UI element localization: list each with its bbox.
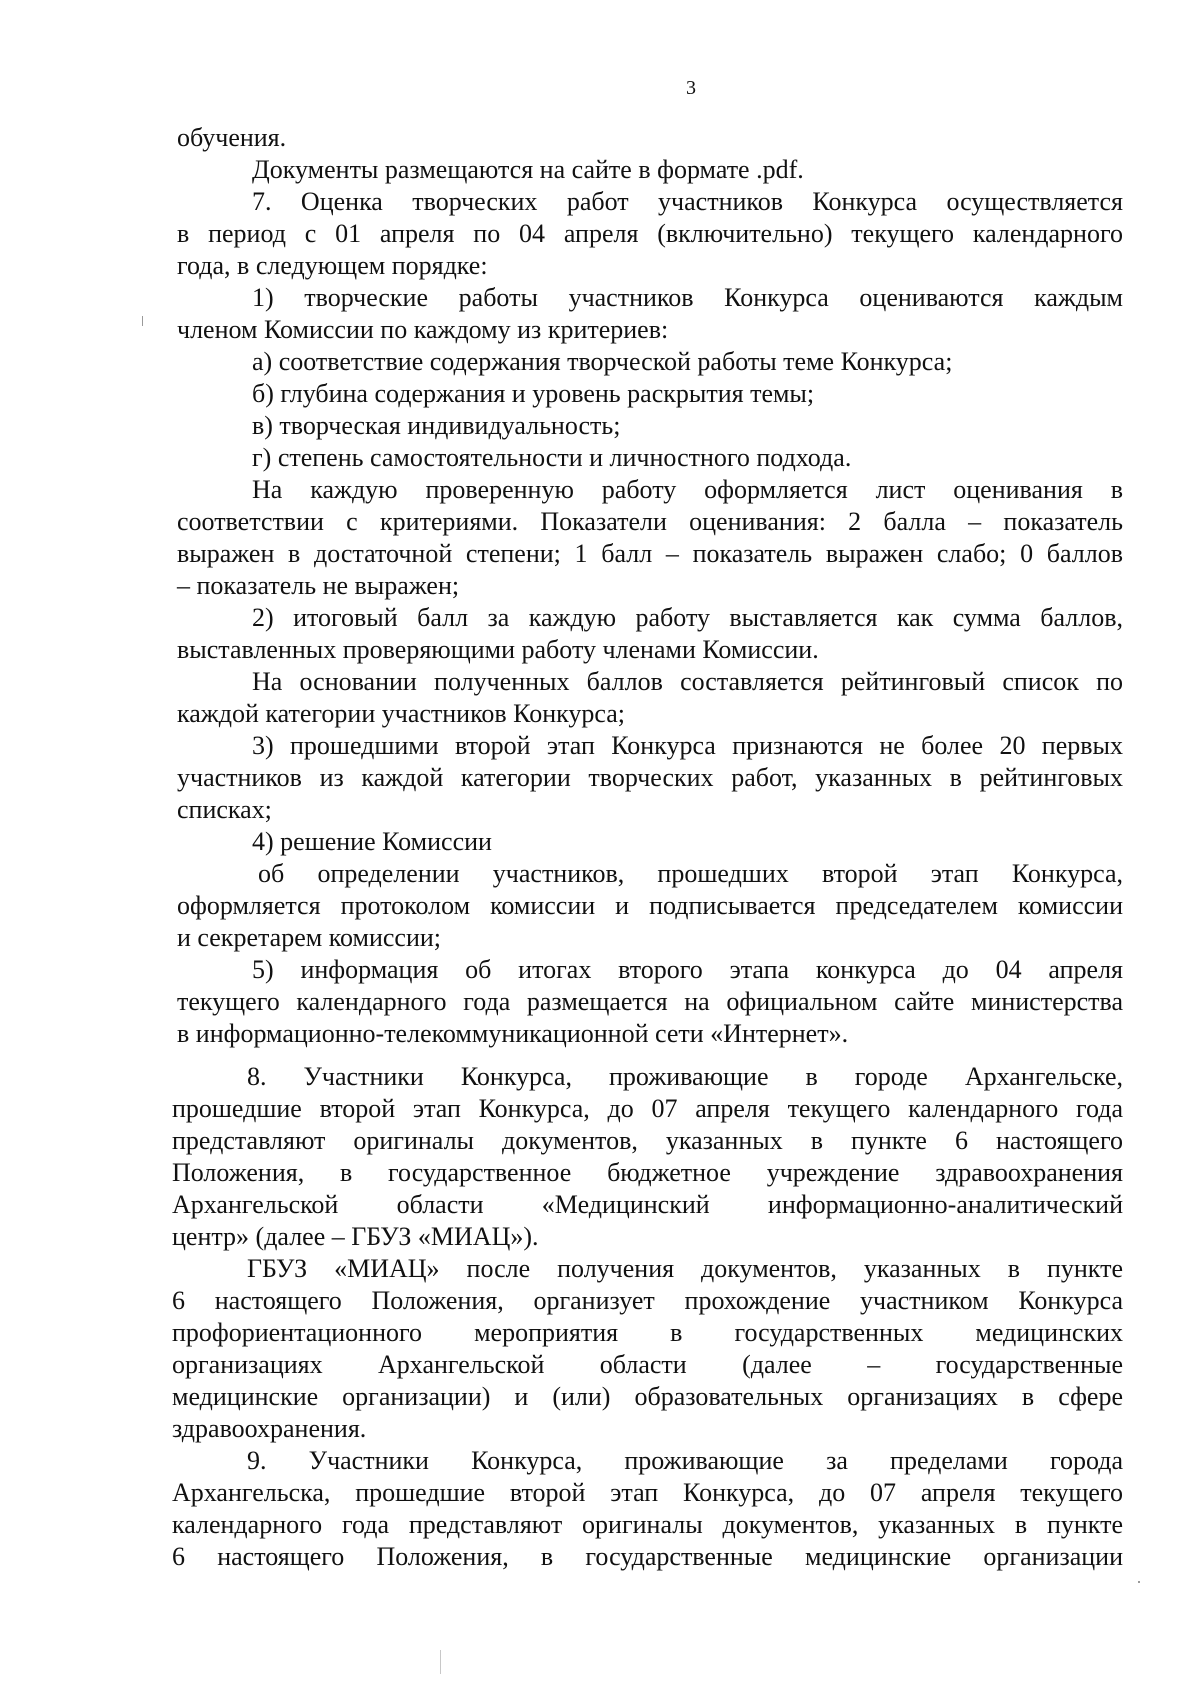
text-line: в информационно-телекоммуникационной сети «Интернет».: [177, 1019, 849, 1048]
text-line: 7. Оценка творческих работ участников Конкурса осуществляется: [252, 187, 1123, 216]
text-line: 4) решение Комиссии: [252, 827, 492, 856]
text-line: центр» (далее – ГБУЗ «МИАЦ»).: [172, 1222, 539, 1251]
text-line: – показатель не выражен;: [177, 571, 460, 600]
text-line: здравоохранения.: [172, 1414, 367, 1443]
text-line: оформляется протоколом комиссии и подписывается председателем комиссии: [177, 891, 1123, 920]
text-line: 6 настоящего Положения, организует прохождение участником Конкурса: [172, 1286, 1123, 1315]
text-line: 9. Участники Конкурса, проживающие за пределами города: [247, 1446, 1123, 1475]
text-line: участников из каждой категории творческих работ, указанных в рейтинговых: [177, 763, 1123, 792]
text-line: и секретарем комиссии;: [177, 923, 442, 952]
text-line: 3) прошедшими второй этап Конкурса признаются не более 20 первых: [252, 731, 1123, 760]
scan-artifact-mark: [440, 1650, 441, 1674]
text-line: медицинские организации) и (или) образовательных организациях в сфере: [172, 1382, 1123, 1411]
text-line: 8. Участники Конкурса, проживающие в городе Архангельске,: [247, 1062, 1123, 1091]
text-line: а) соответствие содержания творческой работы теме Конкурса;: [252, 347, 953, 376]
text-line: списках;: [177, 795, 272, 824]
text-line: обучения.: [177, 123, 287, 152]
text-line: года, в следующем порядке:: [177, 251, 488, 280]
text-line: соответствии с критериями. Показатели оценивания: 2 балла – показатель: [177, 507, 1123, 536]
text-line: г) степень самостоятельности и личностного подхода.: [252, 443, 852, 472]
text-line: б) глубина содержания и уровень раскрытия темы;: [252, 379, 815, 408]
text-line: Архангельска, прошедшие второй этап Конкурса, до 07 апреля текущего: [172, 1478, 1123, 1507]
text-line: текущего календарного года размещается на официальном сайте министерства: [177, 987, 1123, 1016]
text-line: На основании полученных баллов составляется рейтинговый список по: [252, 667, 1123, 696]
text-line: 1) творческие работы участников Конкурса оцениваются каждым: [252, 283, 1123, 312]
text-line: Архангельской области «Медицинский информационно-аналитический: [172, 1190, 1123, 1219]
text-line: каждой категории участников Конкурса;: [177, 699, 626, 728]
text-line: 5) информация об итогах второго этапа конкурса до 04 апреля: [252, 955, 1123, 984]
document-body-upper: [177, 122, 1123, 1050]
text-line: 6 настоящего Положения, в государственные медицинские организации: [172, 1542, 1123, 1571]
text-line: прошедшие второй этап Конкурса, до 07 апреля текущего календарного года: [172, 1094, 1123, 1123]
text-line: выставленных проверяющими работу членами Комиссии.: [177, 635, 819, 664]
text-line: выражен в достаточной степени; 1 балл – показатель выражен слабо; 0 баллов: [177, 539, 1123, 568]
scan-artifact-mark: [1138, 1581, 1140, 1583]
text-line: профориентационного мероприятия в государственных медицинских: [172, 1318, 1123, 1347]
text-line: в период с 01 апреля по 04 апреля (включительно) текущего календарного: [177, 219, 1123, 248]
text-line: представляют оригиналы документов, указанных в пункте 6 настоящего: [172, 1126, 1123, 1155]
text-line: 2) итоговый балл за каждую работу выставляется как сумма баллов,: [252, 603, 1123, 632]
text-line: календарного года представляют оригиналы документов, указанных в пункте: [172, 1510, 1123, 1539]
text-line: об определении участников, прошедших второй этап Конкурса,: [258, 859, 1123, 888]
text-line: в) творческая индивидуальность;: [252, 411, 621, 440]
text-line: организациях Архангельской области (далее – государственные: [172, 1350, 1123, 1379]
text-line: На каждую проверенную работу оформляется лист оценивания в: [252, 475, 1123, 504]
text-line: ГБУЗ «МИАЦ» после получения документов, указанных в пункте: [247, 1254, 1123, 1283]
text-line: Документы размещаются на сайте в формате .pdf.: [252, 155, 804, 184]
page-number: 3: [686, 77, 696, 99]
text-line: членом Комиссии по каждому из критериев:: [177, 315, 669, 344]
text-line: Положения, в государственное бюджетное учреждение здравоохранения: [172, 1158, 1123, 1187]
document-body-lower: [172, 1061, 1123, 1573]
scan-artifact-mark: [142, 316, 143, 326]
